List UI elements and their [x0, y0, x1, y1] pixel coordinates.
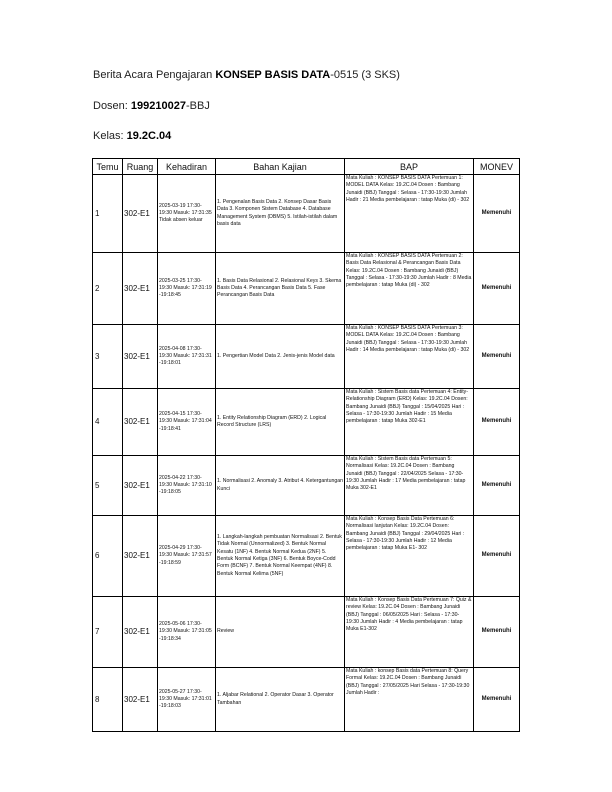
table-row [93, 456, 520, 516]
lecturer-label: Dosen: [93, 100, 131, 112]
course-title [93, 69, 400, 81]
bap-cell: Mata Kuliah : Sistem Basis data Pertemuan 4: Entity-Relationship Diagram (ERD) Kelas: 19.2C.04 Dosen: Bambang Junaidi (BBJ) Tanggal : 15/04/2025 Hari : Selasa - 17:30-19:30 Jumlah Hadir : 15 Media pembelajaran : tatap Muka 302-E1 [345, 389, 474, 456]
temu-cell: 7 [93, 597, 123, 668]
kehadiran-cell: 2025-04-22 17:30-19:30 Masuk: 17:31:10 -19:18:05 [158, 456, 216, 516]
table-row [93, 668, 520, 732]
temu-cell: 4 [93, 389, 123, 456]
temu-cell: 2 [93, 253, 123, 325]
col-bahan-header: Bahan Kajian [216, 159, 345, 175]
bap-cell: Mata Kuliah : Konsep Basis Data Pertemuan 7: Quiz & review Kelas: 19.2C.04 Dosen : Bambang Junaidi (BBJ) Tanggal : 06/05/2025 Hari : Selasa - 17:30-19:30 Jumlah Hadir : 4 Media pembelajaran : tatap Muka E1-302 [345, 597, 474, 668]
monev-cell: Memenuhi [474, 175, 520, 253]
kehadiran-cell: 2025-05-27 17:30-19:30 Masuk: 17:31:01 -19:18:03 [158, 668, 216, 732]
monev-cell: Memenuhi [474, 456, 520, 516]
course-title-prefix: Berita Acara Pengajaran [93, 69, 216, 81]
bahan-cell: 1. Pengenalan Basis Data 2. Konsep Dasar Basis Data 3. Komponen Sistem Database 4. Database Management System (DBMS) 5. Istilah-istilah dalam basis data [216, 175, 345, 253]
bahan-cell: 1. Normalisasi 2. Anomaly 3. Atribut 4. Ketergantungan Kunci [216, 456, 345, 516]
course-name: KONSEP BASIS DATA [215, 69, 331, 81]
ruang-cell: 302-E1 [123, 325, 158, 389]
lecturer-code: -BBJ [185, 100, 210, 112]
course-code: -0515 (3 SKS) [330, 69, 400, 81]
monev-cell: Memenuhi [474, 325, 520, 389]
ruang-cell: 302-E1 [123, 389, 158, 456]
table-row [93, 175, 520, 253]
col-ruang-header: Ruang [123, 159, 158, 175]
lecturer-line [93, 100, 210, 112]
bahan-cell: 1. Entity Relationship Diagram (ERD) 2. Logical Record Structure (LRS) [216, 389, 345, 456]
temu-cell: 1 [93, 175, 123, 253]
bap-cell: Mata Kuliah : konsep Basis data Pertemuan 8: Query Formal Kelas: 19.2C.04 Dosen : Bambang Junaidi (BBJ) Tanggal : 27/05/2025 Hari Selasa - 17:30-19:30 Jumlah Hadir : [345, 668, 474, 732]
table-row [93, 597, 520, 668]
table-header [93, 159, 520, 175]
monev-cell: Memenuhi [474, 668, 520, 732]
kehadiran-cell: 2025-05-06 17:30-19:30 Masuk: 17:31:05 -19:18:34 [158, 597, 216, 668]
class-label: Kelas: [93, 130, 127, 142]
col-kehadiran-header: Kehadiran [158, 159, 216, 175]
col-temu-header: Temu [93, 159, 123, 175]
table-body [93, 175, 520, 732]
col-bap-header: BAP [345, 159, 474, 175]
temu-cell: 6 [93, 516, 123, 597]
monev-cell: Memenuhi [474, 253, 520, 325]
bahan-cell: 1. Aljabar Relational 2. Operator Dasar 3. Operator Tambahan [216, 668, 345, 732]
lecturer-id: 199210027 [130, 100, 186, 112]
ruang-cell: 302-E1 [123, 668, 158, 732]
kehadiran-cell: 2025-03-19 17:30-19:30 Masuk: 17:31:35 Tidak absen keluar [158, 175, 216, 253]
kehadiran-cell: 2025-03-25 17:30-19:30 Masuk: 17:31:19 -19:18:45 [158, 253, 216, 325]
bap-cell: Mata Kuliah : Konsep Basis Data Pertemuan 6: Normalisasi lanjutan Kelas: 19.2C.04 Dosen: Bambang Junaidi (BBJ) Tanggal : 29/04/2025 Hari : Selasa - 17:30-19:30 Jumlah Hadir : 12 Media pembelajaran : tatap Muka E1- 302 [345, 516, 474, 597]
ruang-cell: 302-E1 [123, 456, 158, 516]
table-row [93, 325, 520, 389]
kehadiran-cell: 2025-04-29 17:30-19:30 Masuk: 17:31:57 -19:18:59 [158, 516, 216, 597]
monev-cell: Memenuhi [474, 516, 520, 597]
ruang-cell: 302-E1 [123, 253, 158, 325]
bahan-cell: 1. Langkah-langkah pembuatan Normalisasi 2. Bentuk Tidak Normal (Unnormalized) 3. Bentuk Normal Kesatu (1NF) 4. Bentuk Normal Kedua (2NF) 5. Bentuk Normal Ketiga (3NF) 6. Bentuk Boyce-Codd Form (BCNF) 7. Bentuk Normal Keempat (4NF) 8. Bentuk Normal Kelima (5NF) [216, 516, 345, 597]
monev-cell: Memenuhi [474, 389, 520, 456]
kehadiran-cell: 2025-04-08 17:30-19:30 Masuk: 17:31:31 -19:18:01 [158, 325, 216, 389]
monev-cell: Memenuhi [474, 597, 520, 668]
ruang-cell: 302-E1 [123, 175, 158, 253]
bahan-cell: 1. Basis Data Relasional 2. Relasional Keys 3. Skema Basis Data 4. Perancangan Basis Data 5. Fase Perancangan Basis Data [216, 253, 345, 325]
meeting-table [92, 158, 520, 732]
bap-cell: Mata Kuliah : KONSEP BASIS DATA Pertemuan 2: Basis Data Relasional & Perancangan Basis Data Kelas: 19.2C.04 Dosen : Bambang Junaidi (BBJ) Tanggal : Selasa - 17:30-19:30 Jumlah Hadir : 8 Media pembelajaran : tatap Muka (di) - 302 [345, 253, 474, 325]
bahan-cell: 1. Pengertian Model Data 2. Jenis-jenis Model data [216, 325, 345, 389]
bap-cell: Mata Kuliah : Sistem Basis data Pertemuan 5: Normalisasi Kelas: 19.2C.04 Dosen : Bambang Junaidi (BBJ) Tanggal : 22/04/2025 Selasa - 17:30-19:30 Jumlah Hadir : 17 Media pembelajaran : tatap Muka 302-E1 [345, 456, 474, 516]
ruang-cell: 302-E1 [123, 516, 158, 597]
table-row [93, 389, 520, 456]
bap-cell: Mata Kuliah : KONSEP BASIS DATA Pertemuan 1: MODEL DATA Kelas: 19.2C.04 Dosen : Bambang Junaidi (BBJ) Tanggal : Selasa - 17:30-19:30 Jumlah Hadir : 21 Media pembelajaran : tatap Muka (di) - 302 [345, 175, 474, 253]
class-line [93, 130, 171, 142]
temu-cell: 5 [93, 456, 123, 516]
bap-cell: Mata Kuliah : KONSEP BASIS DATA Pertemuan 3: MODEL DATA Kelas: 19.2C.04 Dosen : Bambang Junaidi (BBJ) Tanggal : Selasa - 17:30-19:30 Jumlah Hadir : 14 Media pembelajaran : tatap Muka (di) - 302 [345, 325, 474, 389]
table-row [93, 253, 520, 325]
temu-cell: 3 [93, 325, 123, 389]
ruang-cell: 302-E1 [123, 597, 158, 668]
temu-cell: 8 [93, 668, 123, 732]
header-row [93, 159, 520, 175]
col-monev-header: MONEV [474, 159, 520, 175]
class-value: 19.2C.04 [126, 130, 172, 142]
table-row [93, 516, 520, 597]
bahan-cell: Review [216, 597, 345, 668]
kehadiran-cell: 2025-04-15 17:30-19:30 Masuk: 17:31:04 -19:18:41 [158, 389, 216, 456]
